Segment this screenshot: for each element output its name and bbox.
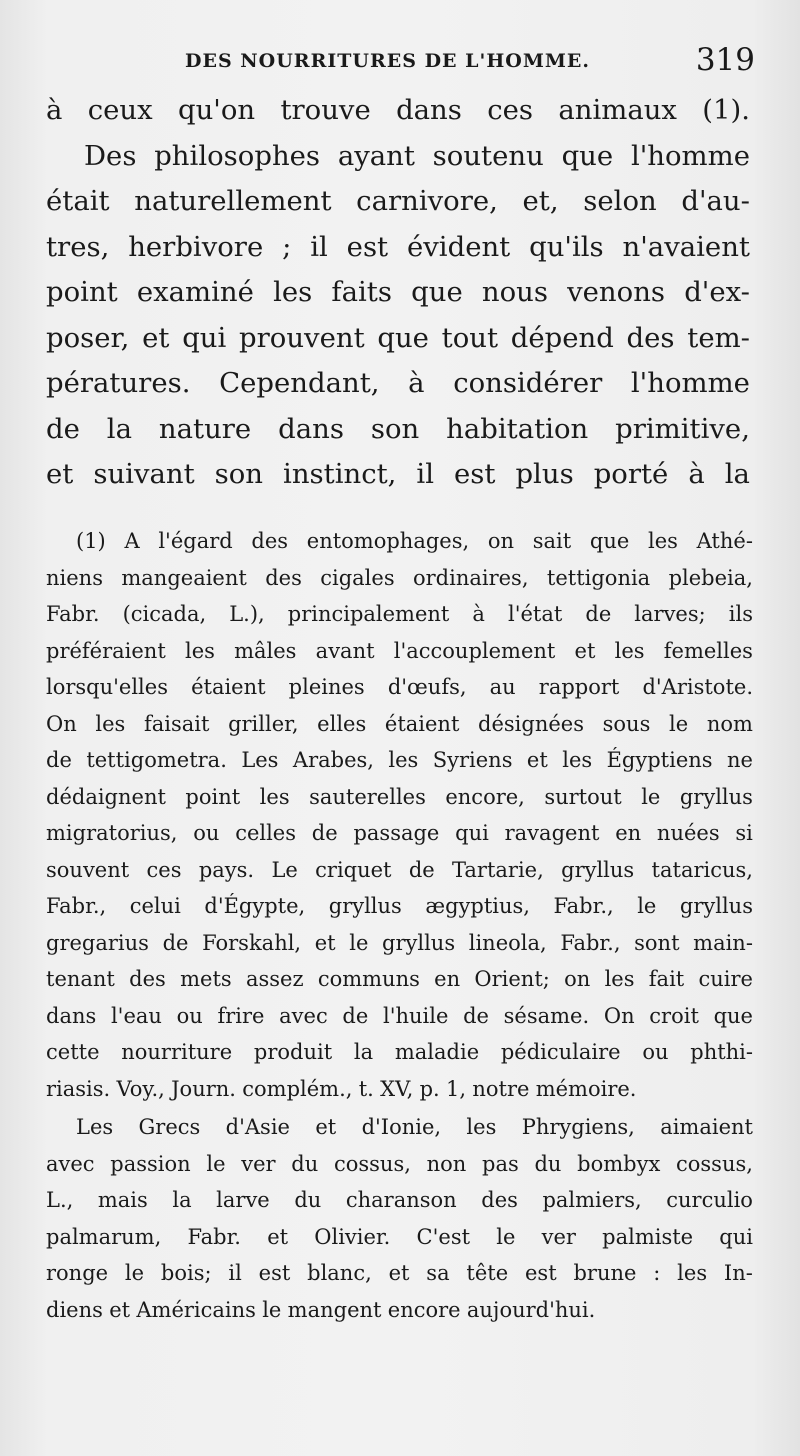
footnote-line: avec passion le ver du cossus, non pas du bombyx cossus, [46,1151,753,1176]
footnote-line: ronge le bois; il est blanc, et sa tête est brune : les In- [46,1261,753,1285]
footnote-line: niens mangeaient des cigales ordinaires, tettigonia plebeia, [46,565,753,590]
footnote-line: de tettigometra. Les Arabes, les Syriens et les Égyptiens ne [46,748,753,772]
footnote-line: tenant des mets assez communs en Orient; on les fait cuire [46,967,753,991]
text-line: Des philosophes ayant soutenu que l'homme [84,139,750,172]
footnote-line: souvent ces pays. Le criquet de Tartarie, gryllus tataricus, [46,857,753,882]
footnote-line: cette nourriture produit la maladie pédiculaire ou phthi- [46,1040,753,1064]
text-line: poser, et qui prouvent que tout dépend des tem- [46,321,750,354]
footnote-line: Fabr. (cicada, L.), principalement à l'état de larves; ils [46,602,753,626]
main-text [46,88,750,498]
footnote [46,523,753,1328]
text-line: tres, herbivore ; il est évident qu'ils n'avaient [46,230,750,263]
footnote-line: gregarius de Forskahl, et le gryllus lineola, Fabr., sont main- [46,930,753,955]
footnote-line: riasis. Voy., Journ. complém., t. XV, p. 1, notre mémoire. [46,1076,637,1101]
footnote-line: L., mais la larve du charanson des palmiers, curculio [46,1188,753,1212]
text-line: point examiné les faits que nous venons d'ex- [46,276,750,308]
footnote-line: On les faisait griller, elles étaient désignées sous le nom [46,711,753,736]
text-line: de la nature dans son habitation primitive, [46,412,750,445]
running-title: DES NOURRITURES DE L'HOMME. [185,50,590,72]
text-line: pératures. Cependant, à considérer l'homme [46,367,750,399]
footnote-line: (1) A l'égard des entomophages, on sait que les Athé- [76,529,753,553]
footnote-line: Les Grecs d'Asie et d'Ionie, les Phrygiens, aimaient [76,1115,753,1139]
footnote-line: dédaignent point les sauterelles encore, surtout le gryllus [46,784,753,809]
footnote-line: migratorius, ou celles de passage qui ravagent en nuées si [46,821,753,845]
footnote-line: lorsqu'elles étaient pleines d'œufs, au rapport d'Aristote. [46,675,753,699]
page-header [185,42,755,88]
footnote-line: diens et Américains le mangent encore aujourd'hui. [46,1297,596,1322]
page-number: 319 [695,42,755,78]
text-line: à ceux qu'on trouve dans ces animaux (1). [46,94,750,126]
text-line: était naturellement carnivore, et, selon d'au- [46,185,750,217]
footnote-line: Fabr., celui d'Égypte, gryllus ægyptius, Fabr., le gryllus [46,894,753,918]
footnote-line: dans l'eau ou frire avec de l'huile de sésame. On croit que [46,1003,753,1028]
text-line: et suivant son instinct, il est plus porté à la [46,458,750,490]
footnote-line: palmarum, Fabr. et Olivier. C'est le ver palmiste qui [46,1224,753,1249]
footnote-line: préféraient les mâles avant l'accouplement et les femelles [46,638,753,663]
